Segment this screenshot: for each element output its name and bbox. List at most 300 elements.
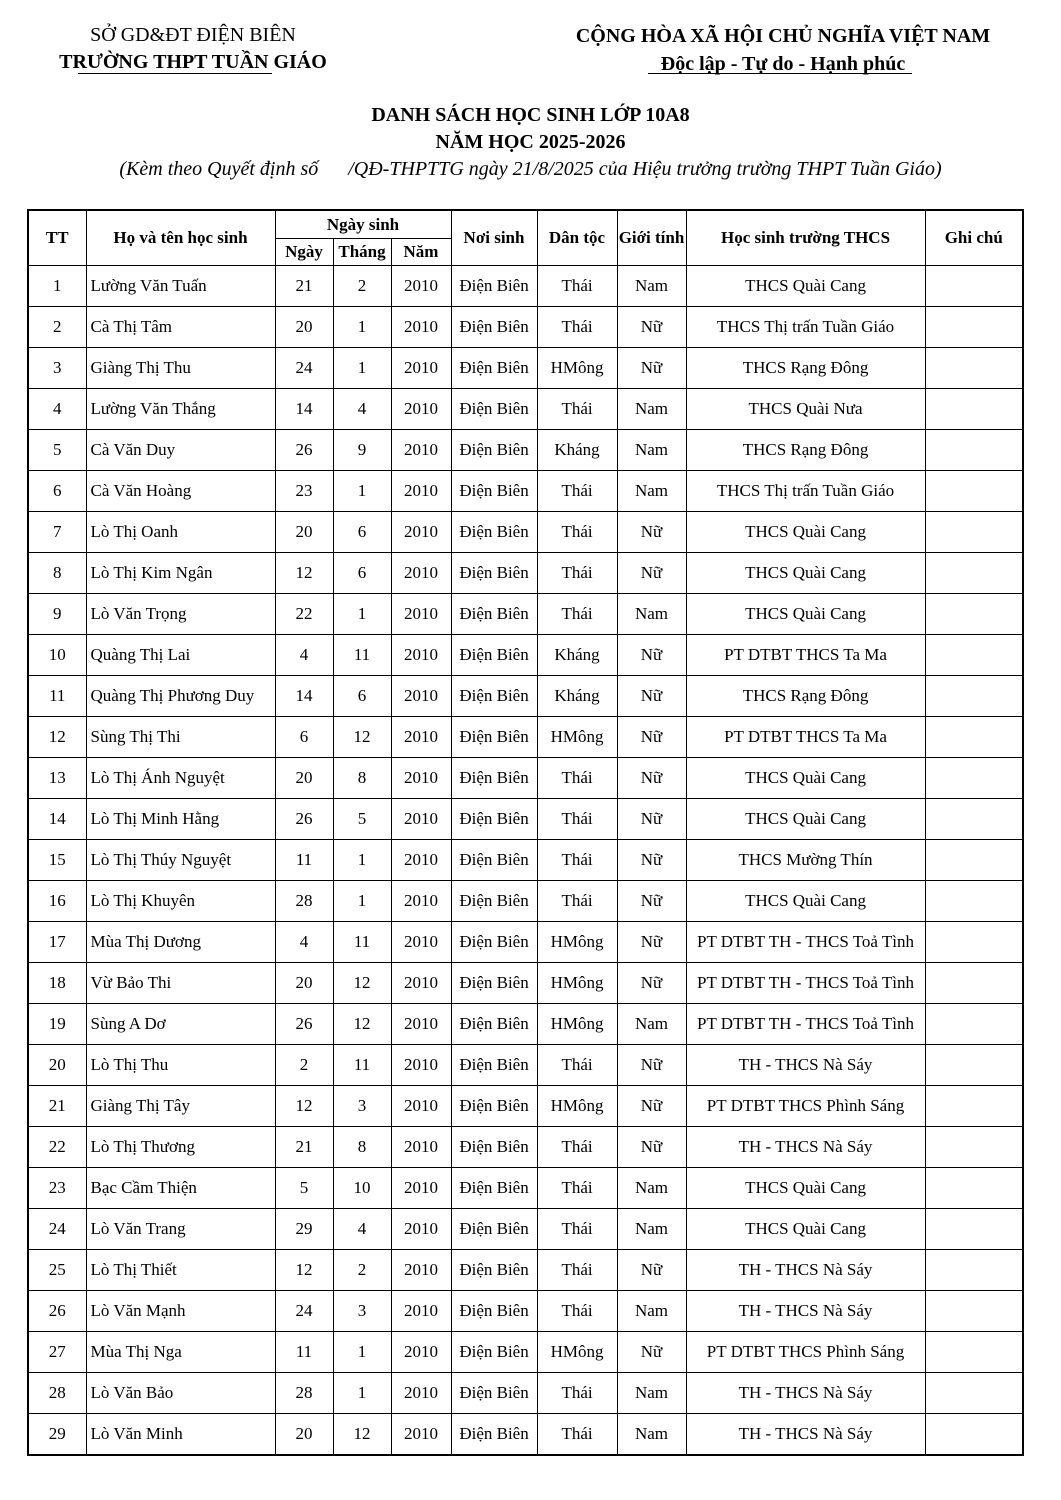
cell-day: 22 — [275, 594, 333, 635]
cell-birthplace: Điện Biên — [451, 1086, 537, 1127]
table-row — [28, 1045, 1023, 1086]
cell-school: TH - THCS Nà Sáy — [686, 1291, 925, 1332]
cell-school: TH - THCS Nà Sáy — [686, 1373, 925, 1414]
cell-tt: 26 — [28, 1291, 86, 1332]
table-row — [28, 512, 1023, 553]
cell-year: 2010 — [391, 348, 451, 389]
cell-name: Lò Thị Thương — [86, 1127, 275, 1168]
cell-note — [925, 1045, 1023, 1086]
cell-name: Sùng Thị Thi — [86, 717, 275, 758]
cell-month: 4 — [333, 389, 391, 430]
cell-school: THCS Quài Cang — [686, 1168, 925, 1209]
cell-day: 12 — [275, 1250, 333, 1291]
cell-birthplace: Điện Biên — [451, 266, 537, 307]
cell-school: THCS Rạng Đông — [686, 430, 925, 471]
cell-note — [925, 963, 1023, 1004]
cell-tt: 7 — [28, 512, 86, 553]
cell-tt: 6 — [28, 471, 86, 512]
cell-gender: Nữ — [617, 676, 686, 717]
table-row — [28, 881, 1023, 922]
cell-day: 24 — [275, 1291, 333, 1332]
cell-tt: 10 — [28, 635, 86, 676]
cell-school: PT DTBT TH - THCS Toả Tình — [686, 1004, 925, 1045]
decision-reference: (Kèm theo Quyết định số /QĐ-THPTTG ngày 21/8/2025 của Hiệu trưởng trường THPT Tuần Giáo) — [119, 158, 942, 180]
cell-year: 2010 — [391, 1332, 451, 1373]
cell-note — [925, 553, 1023, 594]
header-left — [28, 22, 358, 76]
col-day: Ngày — [275, 239, 333, 266]
table-row — [28, 840, 1023, 881]
cell-school: THCS Quài Cang — [686, 758, 925, 799]
cell-day: 20 — [275, 1414, 333, 1456]
cell-name: Vừ Bảo Thi — [86, 963, 275, 1004]
header-right — [548, 22, 1018, 78]
cell-gender: Nữ — [617, 1045, 686, 1086]
cell-birthplace: Điện Biên — [451, 717, 537, 758]
cell-year: 2010 — [391, 881, 451, 922]
cell-birthplace: Điện Biên — [451, 430, 537, 471]
cell-note — [925, 1250, 1023, 1291]
cell-ethnicity: Kháng — [537, 430, 617, 471]
cell-day: 14 — [275, 389, 333, 430]
cell-tt: 15 — [28, 840, 86, 881]
cell-note — [925, 1086, 1023, 1127]
cell-school: THCS Quài Cang — [686, 1209, 925, 1250]
cell-school: PT DTBT TH - THCS Toả Tình — [686, 922, 925, 963]
cell-ethnicity: Thái — [537, 758, 617, 799]
cell-day: 4 — [275, 922, 333, 963]
cell-day: 20 — [275, 758, 333, 799]
cell-school: TH - THCS Nà Sáy — [686, 1250, 925, 1291]
school-name-underline — [78, 73, 272, 74]
cell-name: Giàng Thị Tây — [86, 1086, 275, 1127]
cell-birthplace: Điện Biên — [451, 1127, 537, 1168]
cell-day: 26 — [275, 430, 333, 471]
cell-birthplace: Điện Biên — [451, 676, 537, 717]
cell-month: 12 — [333, 1004, 391, 1045]
department-name: SỞ GD&ĐT ĐIỆN BIÊN — [90, 24, 296, 46]
cell-tt: 29 — [28, 1414, 86, 1456]
table-row — [28, 1291, 1023, 1332]
cell-day: 14 — [275, 676, 333, 717]
cell-ethnicity: Thái — [537, 471, 617, 512]
col-gender-label: Giới tính — [618, 228, 685, 247]
cell-name: Giàng Thị Thu — [86, 348, 275, 389]
cell-month: 12 — [333, 717, 391, 758]
cell-gender: Nam — [617, 1373, 686, 1414]
table-row — [28, 1127, 1023, 1168]
cell-year: 2010 — [391, 676, 451, 717]
cell-name: Lò Thị Khuyên — [86, 881, 275, 922]
cell-gender: Nam — [617, 389, 686, 430]
cell-school: PT DTBT THCS Ta Ma — [686, 717, 925, 758]
cell-day: 2 — [275, 1045, 333, 1086]
cell-school: TH - THCS Nà Sáy — [686, 1414, 925, 1456]
cell-year: 2010 — [391, 840, 451, 881]
cell-ethnicity: Thái — [537, 1291, 617, 1332]
cell-birthplace: Điện Biên — [451, 758, 537, 799]
cell-school: THCS Quài Cang — [686, 881, 925, 922]
cell-year: 2010 — [391, 799, 451, 840]
table-row — [28, 635, 1023, 676]
cell-year: 2010 — [391, 512, 451, 553]
cell-year: 2010 — [391, 553, 451, 594]
cell-month: 1 — [333, 471, 391, 512]
cell-day: 20 — [275, 307, 333, 348]
cell-year: 2010 — [391, 594, 451, 635]
cell-tt: 19 — [28, 1004, 86, 1045]
cell-gender: Nam — [617, 1168, 686, 1209]
cell-gender: Nữ — [617, 881, 686, 922]
cell-gender: Nữ — [617, 1332, 686, 1373]
table-header-row — [28, 210, 1023, 239]
cell-day: 21 — [275, 266, 333, 307]
cell-birthplace: Điện Biên — [451, 1168, 537, 1209]
cell-note — [925, 430, 1023, 471]
cell-name: Lò Thị Thu — [86, 1045, 275, 1086]
cell-tt: 12 — [28, 717, 86, 758]
cell-birthplace: Điện Biên — [451, 1004, 537, 1045]
col-gender — [617, 210, 686, 266]
cell-school: THCS Quài Nưa — [686, 389, 925, 430]
cell-birthplace: Điện Biên — [451, 799, 537, 840]
cell-note — [925, 881, 1023, 922]
cell-tt: 25 — [28, 1250, 86, 1291]
cell-note — [925, 1373, 1023, 1414]
cell-note — [925, 635, 1023, 676]
cell-birthplace: Điện Biên — [451, 553, 537, 594]
cell-name: Lò Thị Ánh Nguyệt — [86, 758, 275, 799]
cell-tt: 13 — [28, 758, 86, 799]
cell-tt: 21 — [28, 1086, 86, 1127]
cell-note — [925, 1004, 1023, 1045]
cell-birthplace: Điện Biên — [451, 1373, 537, 1414]
cell-ethnicity: Thái — [537, 1168, 617, 1209]
cell-month: 1 — [333, 307, 391, 348]
cell-ethnicity: Thái — [537, 594, 617, 635]
cell-tt: 5 — [28, 430, 86, 471]
cell-ethnicity: Thái — [537, 266, 617, 307]
table-row — [28, 553, 1023, 594]
cell-ethnicity: HMông — [537, 963, 617, 1004]
cell-name: Lò Văn Bảo — [86, 1373, 275, 1414]
cell-note — [925, 922, 1023, 963]
cell-year: 2010 — [391, 963, 451, 1004]
cell-day: 20 — [275, 512, 333, 553]
cell-note — [925, 1291, 1023, 1332]
cell-month: 9 — [333, 430, 391, 471]
table-row — [28, 430, 1023, 471]
cell-month: 5 — [333, 799, 391, 840]
cell-year: 2010 — [391, 1004, 451, 1045]
cell-name: Lò Thị Thúy Nguyệt — [86, 840, 275, 881]
col-note: Ghi chú — [925, 210, 1023, 266]
cell-tt: 23 — [28, 1168, 86, 1209]
cell-month: 2 — [333, 1250, 391, 1291]
cell-month: 1 — [333, 1373, 391, 1414]
cell-school: THCS Quài Cang — [686, 799, 925, 840]
cell-birthplace: Điện Biên — [451, 389, 537, 430]
table-row — [28, 1086, 1023, 1127]
cell-year: 2010 — [391, 1168, 451, 1209]
cell-tt: 1 — [28, 266, 86, 307]
cell-birthplace: Điện Biên — [451, 1045, 537, 1086]
table-row — [28, 799, 1023, 840]
cell-birthplace: Điện Biên — [451, 922, 537, 963]
cell-tt: 4 — [28, 389, 86, 430]
cell-ethnicity: Thái — [537, 799, 617, 840]
cell-ethnicity: HMông — [537, 348, 617, 389]
cell-name: Lò Văn Trọng — [86, 594, 275, 635]
cell-note — [925, 512, 1023, 553]
cell-gender: Nữ — [617, 799, 686, 840]
cell-gender: Nam — [617, 1004, 686, 1045]
cell-birthplace: Điện Biên — [451, 348, 537, 389]
cell-month: 12 — [333, 1414, 391, 1456]
cell-tt: 11 — [28, 676, 86, 717]
cell-month: 11 — [333, 635, 391, 676]
cell-birthplace: Điện Biên — [451, 881, 537, 922]
cell-note — [925, 1209, 1023, 1250]
cell-gender: Nam — [617, 1291, 686, 1332]
cell-ethnicity: Thái — [537, 1045, 617, 1086]
cell-tt: 28 — [28, 1373, 86, 1414]
cell-name: Quàng Thị Lai — [86, 635, 275, 676]
cell-school: THCS Quài Cang — [686, 594, 925, 635]
cell-year: 2010 — [391, 1086, 451, 1127]
cell-day: 5 — [275, 1168, 333, 1209]
cell-ethnicity: HMông — [537, 1086, 617, 1127]
table-row — [28, 389, 1023, 430]
cell-note — [925, 1414, 1023, 1456]
cell-ethnicity: Kháng — [537, 635, 617, 676]
cell-month: 8 — [333, 758, 391, 799]
cell-school: THCS Rạng Đông — [686, 348, 925, 389]
col-month: Tháng — [333, 239, 391, 266]
cell-day: 20 — [275, 963, 333, 1004]
cell-gender: Nữ — [617, 1086, 686, 1127]
cell-gender: Nữ — [617, 758, 686, 799]
cell-year: 2010 — [391, 1127, 451, 1168]
table-row — [28, 717, 1023, 758]
cell-note — [925, 389, 1023, 430]
col-school: Học sinh trường THCS — [686, 210, 925, 266]
cell-day: 4 — [275, 635, 333, 676]
cell-name: Quàng Thị Phương Duy — [86, 676, 275, 717]
table-row — [28, 1250, 1023, 1291]
cell-name: Mùa Thị Nga — [86, 1332, 275, 1373]
table-row — [28, 348, 1023, 389]
cell-gender: Nữ — [617, 307, 686, 348]
cell-ethnicity: HMông — [537, 717, 617, 758]
cell-school: PT DTBT THCS Ta Ma — [686, 635, 925, 676]
col-dob: Ngày sinh — [275, 210, 451, 239]
cell-gender: Nữ — [617, 963, 686, 1004]
cell-school: TH - THCS Nà Sáy — [686, 1127, 925, 1168]
cell-note — [925, 717, 1023, 758]
cell-school: TH - THCS Nà Sáy — [686, 1045, 925, 1086]
col-name: Họ và tên học sinh — [86, 210, 275, 266]
cell-month: 4 — [333, 1209, 391, 1250]
cell-note — [925, 676, 1023, 717]
table-row — [28, 676, 1023, 717]
cell-year: 2010 — [391, 307, 451, 348]
cell-year: 2010 — [391, 471, 451, 512]
cell-name: Lò Văn Mạnh — [86, 1291, 275, 1332]
cell-tt: 9 — [28, 594, 86, 635]
table-row — [28, 1414, 1023, 1456]
cell-ethnicity: Thái — [537, 553, 617, 594]
cell-note — [925, 348, 1023, 389]
cell-birthplace: Điện Biên — [451, 594, 537, 635]
cell-ethnicity: HMông — [537, 1332, 617, 1373]
cell-day: 28 — [275, 1373, 333, 1414]
cell-name: Lò Thị Oanh — [86, 512, 275, 553]
cell-month: 1 — [333, 1332, 391, 1373]
cell-ethnicity: Thái — [537, 881, 617, 922]
cell-ethnicity: Thái — [537, 1373, 617, 1414]
cell-year: 2010 — [391, 635, 451, 676]
school-year: NĂM HỌC 2025-2026 — [435, 131, 626, 153]
cell-day: 23 — [275, 471, 333, 512]
cell-name: Lường Văn Tuấn — [86, 266, 275, 307]
cell-gender: Nữ — [617, 840, 686, 881]
cell-year: 2010 — [391, 1291, 451, 1332]
cell-day: 11 — [275, 840, 333, 881]
cell-school: PT DTBT THCS Phình Sáng — [686, 1332, 925, 1373]
national-motto: Độc lập - Tự do - Hạnh phúc — [660, 53, 906, 75]
cell-school: THCS Quài Cang — [686, 553, 925, 594]
cell-year: 2010 — [391, 1045, 451, 1086]
cell-ethnicity: Thái — [537, 307, 617, 348]
document-title: DANH SÁCH HỌC SINH LỚP 10A8 — [371, 104, 690, 126]
cell-name: Cà Văn Duy — [86, 430, 275, 471]
cell-name: Cà Văn Hoàng — [86, 471, 275, 512]
cell-month: 6 — [333, 553, 391, 594]
cell-name: Lò Văn Trang — [86, 1209, 275, 1250]
cell-gender: Nữ — [617, 512, 686, 553]
cell-year: 2010 — [391, 266, 451, 307]
cell-birthplace: Điện Biên — [451, 512, 537, 553]
cell-note — [925, 1127, 1023, 1168]
cell-gender: Nữ — [617, 1250, 686, 1291]
cell-tt: 8 — [28, 553, 86, 594]
cell-name: Lò Thị Thiết — [86, 1250, 275, 1291]
cell-tt: 14 — [28, 799, 86, 840]
cell-day: 21 — [275, 1127, 333, 1168]
cell-month: 8 — [333, 1127, 391, 1168]
cell-day: 24 — [275, 348, 333, 389]
cell-year: 2010 — [391, 1414, 451, 1456]
cell-note — [925, 799, 1023, 840]
cell-name: Sùng A Dơ — [86, 1004, 275, 1045]
cell-name: Lò Thị Minh Hằng — [86, 799, 275, 840]
table-row — [28, 307, 1023, 348]
student-table — [27, 209, 1024, 1456]
cell-school: PT DTBT THCS Phình Sáng — [686, 1086, 925, 1127]
cell-tt: 18 — [28, 963, 86, 1004]
cell-tt: 24 — [28, 1209, 86, 1250]
cell-day: 28 — [275, 881, 333, 922]
cell-birthplace: Điện Biên — [451, 635, 537, 676]
motto-underline — [648, 73, 912, 74]
cell-year: 2010 — [391, 1373, 451, 1414]
cell-ethnicity: Thái — [537, 1209, 617, 1250]
cell-tt: 27 — [28, 1332, 86, 1373]
col-year: Năm — [391, 239, 451, 266]
cell-birthplace: Điện Biên — [451, 1209, 537, 1250]
cell-day: 12 — [275, 553, 333, 594]
cell-birthplace: Điện Biên — [451, 1291, 537, 1332]
cell-gender: Nữ — [617, 553, 686, 594]
table-row — [28, 594, 1023, 635]
col-birthplace: Nơi sinh — [451, 210, 537, 266]
cell-name: Cà Thị Tâm — [86, 307, 275, 348]
cell-tt: 22 — [28, 1127, 86, 1168]
cell-tt: 3 — [28, 348, 86, 389]
cell-school: THCS Rạng Đông — [686, 676, 925, 717]
cell-gender: Nam — [617, 1209, 686, 1250]
cell-note — [925, 840, 1023, 881]
table-row — [28, 963, 1023, 1004]
cell-ethnicity: Thái — [537, 1414, 617, 1456]
cell-school: THCS Mường Thín — [686, 840, 925, 881]
cell-tt: 20 — [28, 1045, 86, 1086]
cell-month: 1 — [333, 348, 391, 389]
cell-name: Lò Thị Kim Ngân — [86, 553, 275, 594]
cell-tt: 16 — [28, 881, 86, 922]
cell-gender: Nữ — [617, 635, 686, 676]
cell-month: 3 — [333, 1291, 391, 1332]
cell-month: 2 — [333, 266, 391, 307]
table-row — [28, 922, 1023, 963]
cell-gender: Nam — [617, 471, 686, 512]
cell-name: Mùa Thị Dương — [86, 922, 275, 963]
cell-birthplace: Điện Biên — [451, 471, 537, 512]
cell-note — [925, 594, 1023, 635]
table-row — [28, 1373, 1023, 1414]
cell-gender: Nam — [617, 266, 686, 307]
cell-year: 2010 — [391, 389, 451, 430]
cell-school: THCS Quài Cang — [686, 512, 925, 553]
cell-year: 2010 — [391, 922, 451, 963]
table-row — [28, 266, 1023, 307]
cell-ethnicity: Kháng — [537, 676, 617, 717]
cell-school: THCS Thị trấn Tuần Giáo — [686, 307, 925, 348]
cell-year: 2010 — [391, 717, 451, 758]
cell-day: 12 — [275, 1086, 333, 1127]
cell-day: 11 — [275, 1332, 333, 1373]
cell-name: Lò Văn Minh — [86, 1414, 275, 1456]
table-row — [28, 758, 1023, 799]
col-tt: TT — [28, 210, 86, 266]
table-row — [28, 1332, 1023, 1373]
national-title: CỘNG HÒA XÃ HỘI CHỦ NGHĨA VIỆT NAM — [575, 25, 991, 47]
cell-gender: Nam — [617, 1414, 686, 1456]
cell-month: 1 — [333, 881, 391, 922]
cell-day: 29 — [275, 1209, 333, 1250]
table-row — [28, 1209, 1023, 1250]
cell-gender: Nữ — [617, 348, 686, 389]
cell-name: Lường Văn Thắng — [86, 389, 275, 430]
table-row — [28, 1168, 1023, 1209]
cell-birthplace: Điện Biên — [451, 840, 537, 881]
cell-month: 6 — [333, 676, 391, 717]
cell-ethnicity: Thái — [537, 389, 617, 430]
cell-year: 2010 — [391, 1250, 451, 1291]
cell-school: PT DTBT TH - THCS Toả Tình — [686, 963, 925, 1004]
cell-note — [925, 758, 1023, 799]
